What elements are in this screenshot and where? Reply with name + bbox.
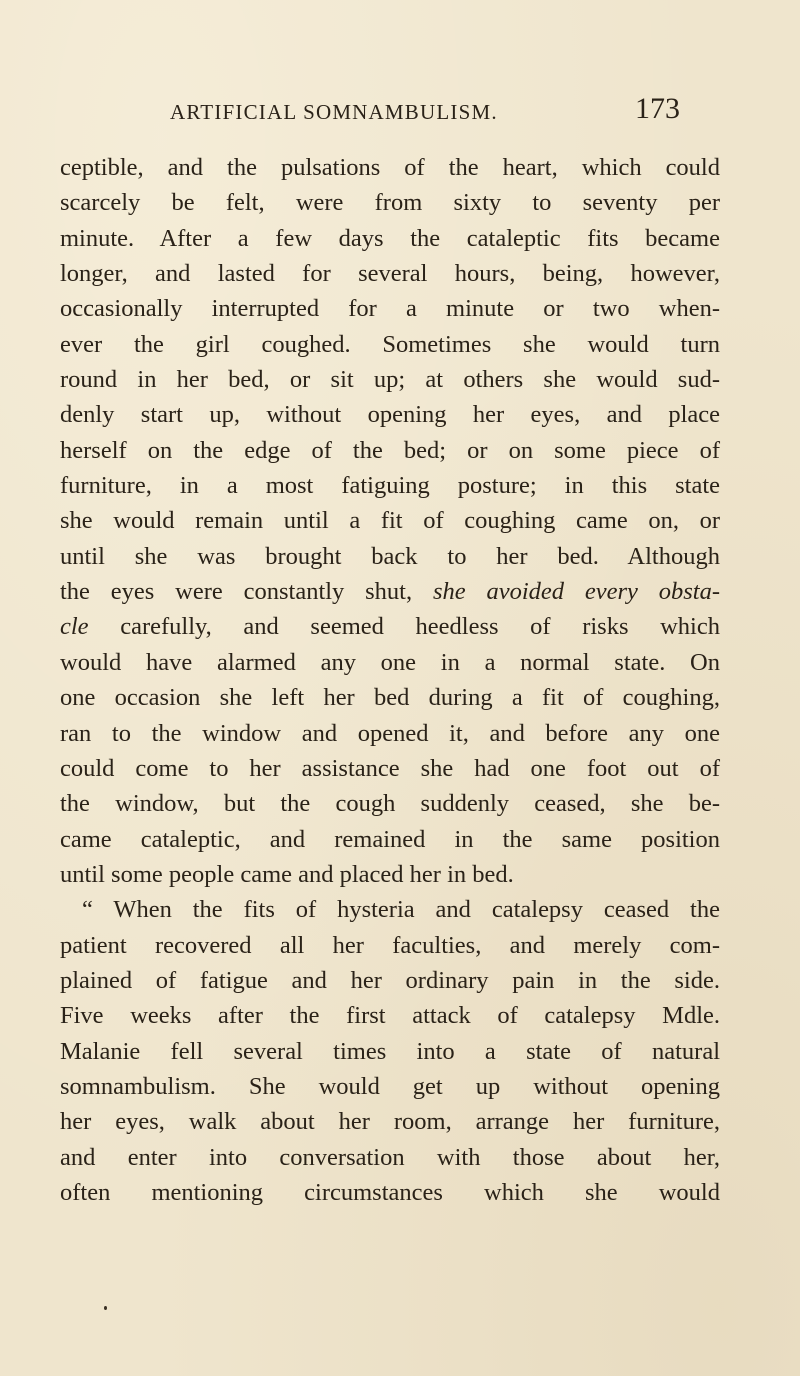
- text-line: ever the girl coughed. Sometimes she would turn: [60, 330, 720, 358]
- text-line: occasionally interrupted for a minute or two when-: [60, 295, 720, 323]
- text-line: denly start up, without opening her eyes, and place: [60, 401, 720, 429]
- italic-text-segment: she avoided every obsta-: [432, 578, 721, 606]
- paragraph-end-line: until some people came and placed her in bed.: [60, 860, 514, 888]
- text-line: minute. After a few days the cataleptic fits became: [60, 224, 720, 252]
- text-line: round in her bed, or sit up; at others she would sud-: [60, 366, 720, 394]
- text-line: patient recovered all her faculties, and merely com-: [60, 931, 720, 959]
- text-line: her eyes, walk about her room, arrange her furniture,: [60, 1108, 720, 1136]
- page-number: 173: [635, 92, 680, 125]
- text-segment: carefully, and seemed heedless of risks which: [88, 613, 720, 641]
- text-line: and enter into conversation with those about her,: [60, 1143, 720, 1171]
- text-segment: the eyes were constantly shut,: [60, 578, 433, 606]
- text-line: she would remain until a fit of coughing came on, or: [60, 507, 720, 535]
- text-line: [60, 574, 720, 609]
- paragraph-start-line: “ When the fits of hysteria and catalepsy ceased the: [82, 896, 720, 924]
- text-line: one occasion she left her bed during a fit of coughing,: [60, 684, 720, 712]
- italic-text-segment: cle: [60, 613, 89, 641]
- text-line: herself on the edge of the bed; or on some piece of: [60, 436, 720, 464]
- text-line: until she was brought back to her bed. Although: [60, 542, 720, 570]
- ink-speck: [104, 1306, 107, 1310]
- body-text: [60, 150, 720, 1210]
- running-title: ARTIFICIAL SOMNAMBULISM.: [170, 100, 498, 124]
- text-line: longer, and lasted for several hours, being, however,: [60, 260, 720, 288]
- text-line: ceptible, and the pulsations of the heart, which could: [60, 154, 720, 181]
- page-header: [0, 92, 800, 132]
- text-line: plained of fatigue and her ordinary pain in the side.: [60, 966, 720, 994]
- text-line: the window, but the cough suddenly ceased, she be-: [60, 790, 720, 818]
- text-line: somnambulism. She would get up without opening: [60, 1072, 720, 1100]
- text-line: furniture, in a most fatiguing posture; in this state: [60, 472, 720, 500]
- text-line: ran to the window and opened it, and before any one: [60, 719, 720, 747]
- text-line: often mentioning circumstances which she would: [60, 1178, 720, 1206]
- text-line: came cataleptic, and remained in the same position: [60, 825, 720, 853]
- text-line: Malanie fell several times into a state of natural: [60, 1037, 720, 1065]
- text-line: scarcely be felt, were from sixty to seventy per: [60, 189, 720, 217]
- text-line: could come to her assistance she had one foot out of: [60, 754, 720, 782]
- text-line: [60, 609, 720, 644]
- text-line: would have alarmed any one in a normal state. On: [60, 648, 720, 676]
- text-line: Five weeks after the first attack of catalepsy Mdle.: [60, 1002, 720, 1030]
